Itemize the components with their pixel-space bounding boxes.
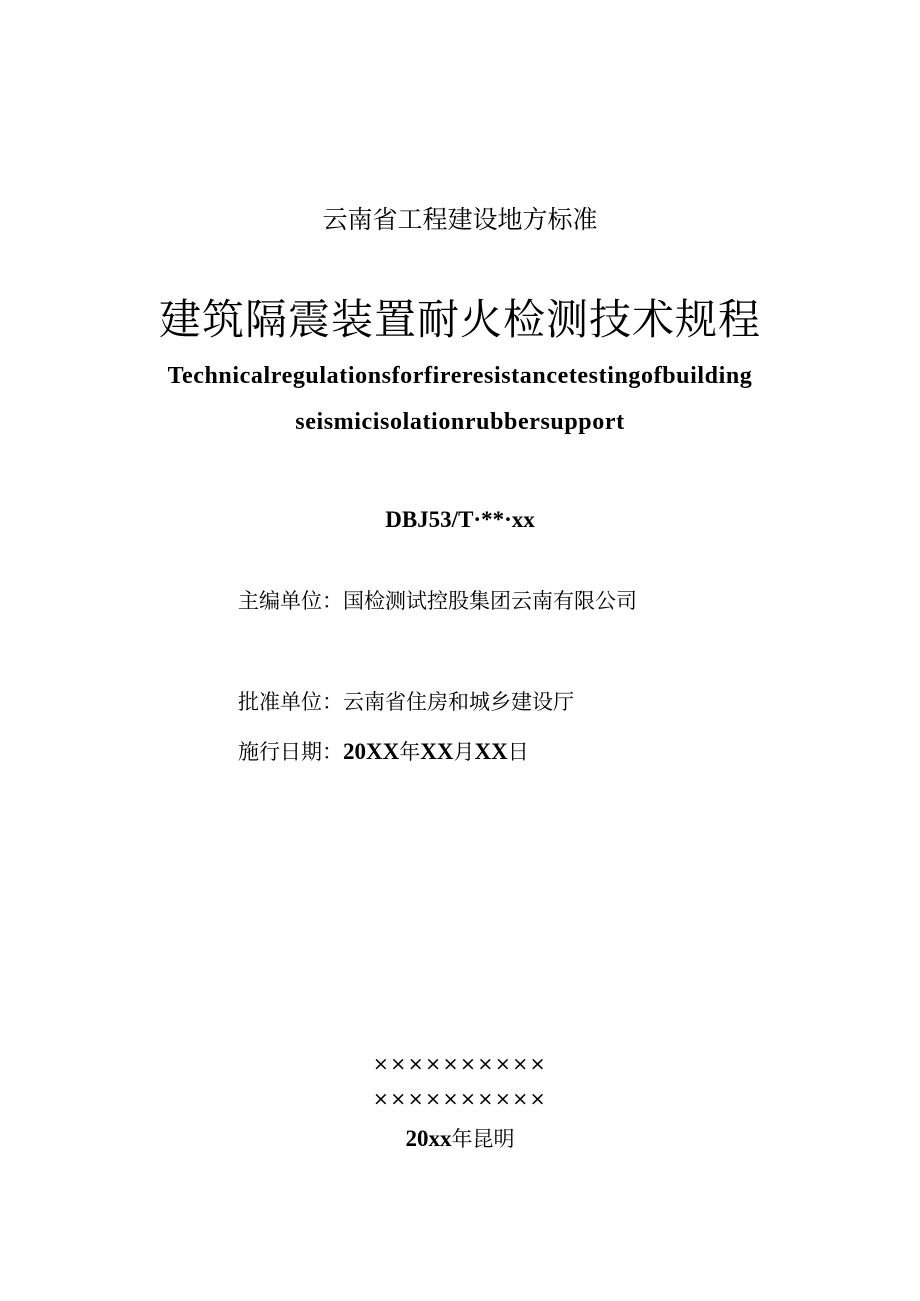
document-title-english-line-1: Technicalregulationsforfireresistancetestingofbuilding [167,363,753,389]
document-title-chinese: 建筑隔震装置耐火检测技术规程 [158,295,761,344]
editor-unit-label: 主编单位： [238,589,343,613]
effective-date-month-unit: 月 [453,740,475,764]
effective-date-year-unit: 年 [399,740,421,764]
publication-year-place [0,1123,920,1153]
publisher-placeholder-line-2: ×××××××××× [372,1088,548,1110]
effective-date-row [238,736,529,766]
standard-type-heading: 云南省工程建设地方标准 [322,205,598,234]
publication-place: 年昆明 [451,1127,515,1151]
effective-date-year: 20XX [343,739,400,764]
approver-unit-row [238,686,574,716]
publication-year: 20xx [405,1126,452,1151]
standard-code: DBJ53/T·**·xx [385,507,535,532]
publisher-placeholder-line-1: ×××××××××× [372,1053,548,1075]
effective-date-day: XX [474,739,508,764]
approver-unit-label: 批准单位： [238,690,343,714]
editor-unit-value: 国检测试控股集团云南有限公司 [343,589,637,613]
approver-unit-value: 云南省住房和城乡建设厅 [343,690,574,714]
effective-date-day-unit: 日 [507,740,529,764]
editor-unit-row [238,585,637,615]
effective-date-label: 施行日期： [238,740,343,764]
document-title-english-line-2: seismicisolationrubbersupport [295,409,625,435]
effective-date-month: XX [420,739,454,764]
